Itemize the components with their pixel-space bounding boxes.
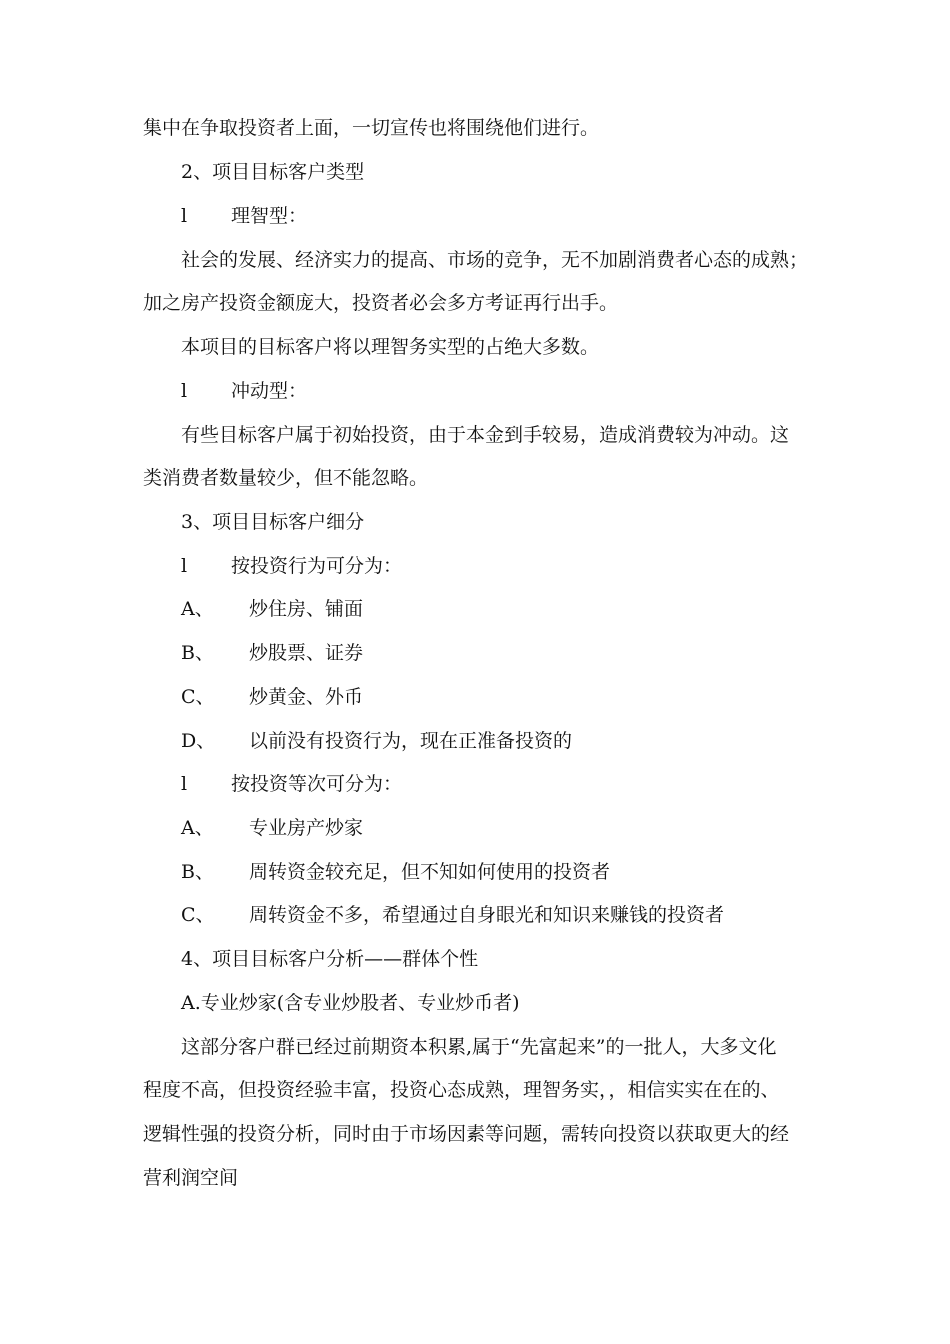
section-heading: 4、项目目标客户分析——群体个性 (181, 948, 479, 970)
paragraph-line: 集中在争取投资者上面，一切宣传也将围绕他们进行。 (143, 117, 600, 139)
paragraph-line: 加之房产投资金额庞大，投资者必会多方考证再行出手。 (143, 292, 619, 314)
item-text: 周转资金较充足，但不知如何使用的投资者 (249, 861, 611, 883)
bullet-mark: l (181, 773, 188, 795)
item-text: 炒股票、证券 (249, 642, 364, 664)
item-letter: A、 (181, 598, 214, 620)
item-text: 专业房产炒家 (249, 817, 364, 839)
paragraph-line: 这部分客户群已经过前期资本积累,属于“先富起来”的一批人，大多文化 (181, 1036, 777, 1058)
item-letter: D、 (181, 730, 216, 752)
bullet-text: 按投资行为可分为： (231, 555, 403, 577)
section-heading: 2、项目目标客户类型 (181, 161, 365, 183)
bullet-mark: l (181, 380, 188, 402)
item-letter: A、 (181, 817, 214, 839)
item-text: 炒住房、铺面 (249, 598, 364, 620)
paragraph-line: 逻辑性强的投资分析，同时由于市场因素等问题，需转向投资以获取更大的经 (143, 1123, 790, 1145)
paragraph-line: 营利润空间 (143, 1167, 239, 1189)
section-heading: 3、项目目标客户细分 (181, 511, 365, 533)
item-text: 周转资金不多，希望通过自身眼光和知识来赚钱的投资者 (249, 904, 725, 926)
paragraph-line: 社会的发展、经济实力的提高、市场的竞争，无不加剧消费者心态的成熟； (181, 249, 809, 271)
paragraph-line: 程度不高，但投资经验丰富，投资心态成熟，理智务实，，相信实实在在的、 (143, 1079, 780, 1101)
item-text: 炒黄金、外币 (249, 686, 364, 708)
item-letter: C、 (181, 904, 215, 926)
bullet-mark: l (181, 555, 188, 577)
item-text: 以前没有投资行为，现在正准备投资的 (249, 730, 573, 752)
bullet-text: 按投资等次可分为： (231, 773, 403, 795)
paragraph-line: 有些目标客户属于初始投资，由于本金到手较易，造成消费较为冲动。这 (181, 424, 790, 446)
paragraph-line: 本项目的目标客户将以理智务实型的占绝大多数。 (181, 336, 600, 358)
sub-heading: A.专业炒家(含专业炒股者、专业炒币者) (181, 992, 520, 1014)
paragraph-line: 类消费者数量较少，但不能忽略。 (143, 467, 429, 489)
bullet-text: 理智型： (231, 205, 308, 227)
item-letter: C、 (181, 686, 215, 708)
item-letter: B、 (181, 861, 214, 883)
bullet-text: 冲动型： (231, 380, 308, 402)
item-letter: B、 (181, 642, 214, 664)
bullet-mark: l (181, 205, 188, 227)
